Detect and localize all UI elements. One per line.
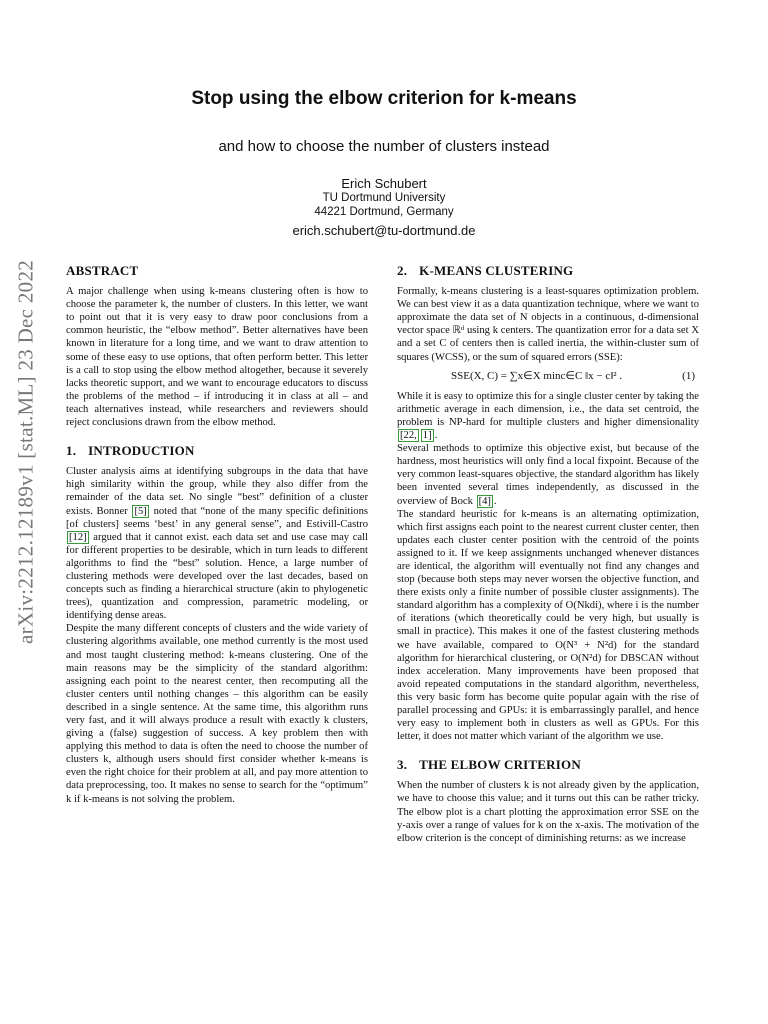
text-run: Several methods to optimize this objective exist, but because of the hardness, most heuristics will only find a local fixpoint. Because of the very common least-squares objective, the standard algorithm has likely been invented several times independently, as discussed in the overview of Bock (397, 443, 699, 507)
text-run: While it is easy to optimize this for a single cluster center by taking the arithmetic average in each dimension, i.e., the data set centroid, the problem is NP-hard for multiple clusters and higher dimensionality (397, 390, 699, 428)
equation-number: (1) (682, 369, 695, 382)
author-name: Erich Schubert (341, 176, 427, 191)
kmeans-paragraph-4: The standard heuristic for k-means is an alternating optimization, which first assigns each point to the nearest current cluster center, then updates each cluster center position with the centroid of the points assigned to it. If we keep assignments unchanged whenever distances are identical, the algorithm will eventually not find any changes and stop (because both steps may never worsen the objective function, and there exists only a finite number of possible cluster assignments). The standard algorithm has a complexity of O(Nkdi), where i is the number of iterations (which theoretically could be very high, but usually is small in practice). This makes it one of the fastest clustering methods we have available, compared to O(N³ + N²d) for the standard algorithm for hierarchical clustering, or O(N²d) for DBSCAN without index acceleration. Many improvements have been proposed that avoid repeated computations in the standard algorithm, nevertheless, this very basic form has become quite popular again with the rise of parallel processing and GPUs: it is embarrassingly parallel, and hence very easy to implement both in clusters as well as GPUs. For this letter, it does not matter which variant of the algorithm we use. (397, 508, 699, 743)
citation-link[interactable]: [4] (478, 495, 491, 507)
elbow-paragraph-1: When the number of clusters k is not already given by the application, we have to choose this value; and it turns out this can be rather tricky. The elbow plot is a chart plotting the approximation error SSE on the y-axis over a range of values for k on the x-axis. The motivation of the elbow criterion is the concept of diminishing returns: as we increase (397, 780, 699, 844)
kmeans-paragraph-3 (397, 442, 699, 507)
kmeans-paragraph-1: Formally, k-means clustering is a least-squares optimization problem. We can best view it as a data quantization technique, where we want to approximate the data set of N objects in a continuous, d-dimensional vector space ℝᵈ using k centers. The quantization error for a data set X and a set C of centers then is called inertia, the within-cluster sum of squares (WCSS), or the sum of squared errors (SSE): (397, 286, 699, 363)
text-run: argued that it cannot exist. each data set and use case may call for different properties to be desirable, which in turn leads to different algorithms to find the “best” solution. Hence, a large number of clustering methods were developed over the last decades, based on concepts such as finding a hierarchical structure (akin to phylogenetic trees), quantization and compression, parametric modeling, or identifying dense areas. (66, 531, 368, 622)
text-run: noted that “none of the many specific definitions [of clusters] seems ‘best’ in any general sense”, and Estivill-Castro (66, 505, 368, 530)
author-affiliation: TU Dortmund University (322, 192, 446, 204)
citation-link[interactable]: [22, (400, 430, 417, 442)
abstract-heading: ABSTRACT (66, 263, 139, 278)
section-heading-elbow (397, 758, 699, 771)
section-title: K-MEANS CLUSTERING (419, 263, 574, 278)
abstract-body: A major challenge when using k-means clustering often is how to choose the parameter k, the number of clusters. In this letter, we want to point out that it is very easy to draw poor conclusions from a common heuristic, the “elbow method”. Better alternatives have been known in literature for a long time, and we want to draw attention to some of these easy to use options, that often perform better. This letter is a call to stop using the elbow method altogether, because it severely lacks theoretic support, and we want to encourage educators to discuss the problems of the method – if introducing it in class at all – and teach alternatives instead, while researchers and reviewers should reject conclusions drawn from the elbow method. (66, 286, 368, 429)
kmeans-paragraph-2 (397, 390, 699, 442)
section-number: 2. (397, 263, 408, 278)
paper-subtitle: and how to choose the number of clusters instead (218, 138, 550, 155)
author-address: 44221 Dortmund, Germany (314, 206, 454, 218)
section-heading-introduction (66, 444, 368, 457)
arxiv-identifier-stamp: arXiv:2212.12189v1 [stat.ML] 23 Dec 2022 (13, 259, 38, 645)
section-number: 3. (397, 757, 408, 773)
text-run: . (493, 495, 497, 507)
equation-body: SSE(X, C) = ∑x∈X minc∈C ‖x − c‖² . (451, 369, 623, 382)
citation-link[interactable]: [12] (69, 531, 87, 543)
left-column (66, 264, 368, 806)
text-run: . (434, 430, 438, 442)
paper-title: Stop using the elbow criterion for k-means (191, 88, 577, 109)
section-heading-kmeans (397, 264, 699, 277)
equation-1 (397, 370, 699, 383)
section-number: 1. (66, 443, 77, 459)
text-run: Cluster analysis aims at identifying subgroups in the data that have high similarity within the group, while they also differ from the remainder of the data set. No single “best” definition of a cluster exists. Bonner (66, 466, 368, 517)
section-title: INTRODUCTION (88, 443, 195, 459)
citation-link[interactable]: 1] (422, 430, 432, 442)
section-title: THE ELBOW CRITERION (419, 757, 581, 773)
author-email[interactable]: erich.schubert@tu-dortmund.de (292, 223, 476, 238)
citation-link[interactable]: [5] (134, 505, 147, 517)
right-column (397, 264, 699, 845)
intro-paragraph-2: Despite the many different concepts of clusters and the wide variety of clustering algorithms available, one method currently is the most used and most taught clustering method: k-means clustering. One of the main reasons may be the simplicity of the standard algorithm: assigning each point to the nearest center, then recomputing all the cluster centers until nothing changes – this algorithm can be easily described in a single sentence. At the same time, this algorithm runs very fast, and it will always produce a result with exactly k clusters, giving a (false) suggestion of success. A key problem then with applying this method to data is often the need to choose the number of clusters k, although users should first consider whether k-means is even the right choice for their problem at all, and pay more attention to data preprocessing, too. It makes no sense to search for the “optimum” k if k-means is not solving the problem. (66, 623, 368, 805)
intro-paragraph-1 (66, 465, 368, 622)
